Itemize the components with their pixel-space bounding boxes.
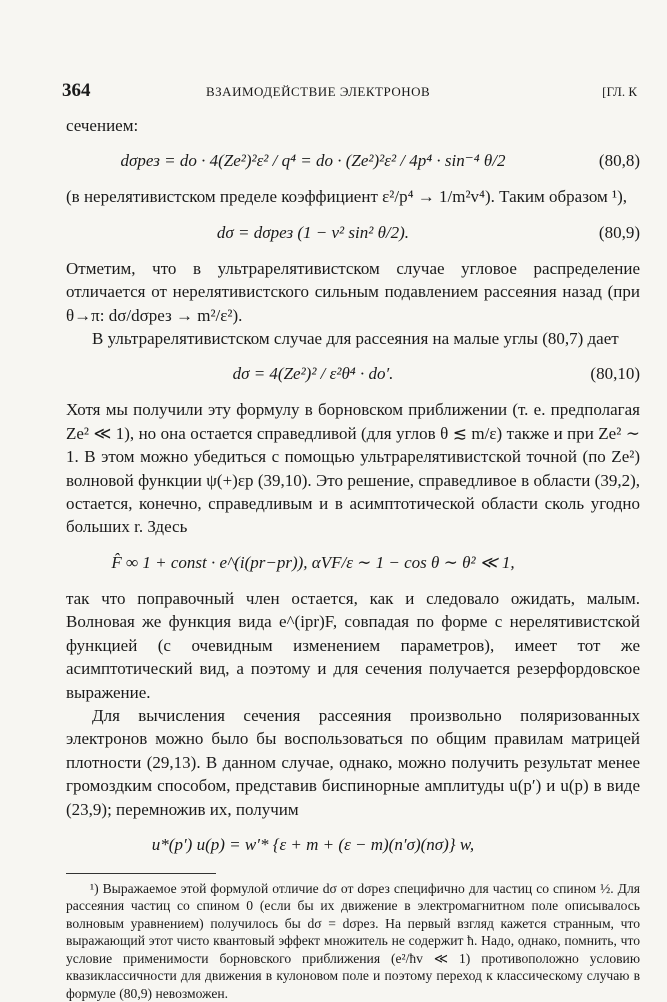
page-number: 364 [62,80,91,101]
equation-number: (80,10) [590,364,640,384]
equation-number: (80,9) [598,222,640,242]
equation-80-9 [66,213,640,253]
page-header [62,80,637,102]
equation-formula: F̂ ∞ 1 + const · e^(i(pr−pr)), αVF/ε ∼ 1 − cos θ ∼ θ² ≪ 1, [111,552,515,572]
equation-80-8 [66,141,640,181]
paragraph: (в нерелятивистском пределе коэффициент ε²/p⁴ → 1/m²v⁴). Таким образом ¹), [66,187,628,207]
footnote-divider [66,873,216,874]
running-title: ВЗАИМОДЕЙСТВИЕ ЭЛЕКТРОНОВ [206,84,431,99]
paragraph: Отметим, что в ультрарелятивистском случае угловое распределение отличается от нерелятивистского сильным подавлением рассеяния назад (при θ→π: dσ/dσрез → m²/ε²). [66,258,640,325]
equation-80-10 [66,354,640,394]
paragraph: Для вычисления сечения рассеяния произвольно поляризованных электронов можно было бы воспользоваться по общим правилам матрицей плотности (29,13). В данном случае, однако, можно получить результат менее громоздким способом, представив биспинорные амплитуды u(p′) и u(p) в виде (23,9); перемножив их, получим [66,705,640,819]
chapter-label: [ГЛ. К [602,84,637,99]
equation-formula: dσрез = do · 4(Ze²)²ε² / q⁴ = do · (Ze²)²ε² / 4p⁴ · sin⁻⁴ θ/2 [120,151,506,171]
paragraph: так что поправочный член остается, как и следовало ожидать, малым. Волновая же функция вида e^(ipr)F, совпадая по форме с нерелятивистской функцией (с очевидным изменением параметров), имеет тот же асимптотический вид, а поэтому и для сечения получается резерфордовское выражение. [66,588,640,702]
main-text [66,114,640,1002]
paragraph: сечением: [66,116,139,135]
equation-u-product [66,825,640,865]
equation-formula: dσ = 4(Ze²)² / ε²θ⁴ · do′. [232,364,394,384]
equation-f-estimate [66,543,640,583]
footnote [66,880,640,1002]
equation-number: (80,8) [598,151,640,171]
paragraph: Хотя мы получили эту формулу в борновском приближении (т. е. предполагая Ze² ≪ 1), но она остается справедливой (для углов θ ≲ m/ε) также и при Ze² ∼ 1. В этом можно убедиться с помощью ультрарелятивистской точной (по Ze²) волновой функции ψ(+)εp (39,10). Это решение, справедливое в области (39,2), остается, конечно, справедливым и в асимптотической области сколь угодно больших r. Здесь [66,400,640,537]
equation-formula: u*(p′) u(p) = w′* {ε + m + (ε − m)(n′σ)(nσ)} w, [151,834,475,854]
equation-formula: dσ = dσрез (1 − v² sin² θ/2). [216,222,410,242]
paragraph: В ультрарелятивистском случае для рассеяния на малые углы (80,7) дает [92,329,619,349]
footnote-text: ¹) Выражаемое этой формулой отличие dσ от dσрез специфично для частиц со спином ½. Для рассеяния частиц со спином 0 (если бы их движение в электромагнитном поле описывалось волновым уравнением) получилось бы dσ = dσрез. На первый взгляд кажется странным, что выражающий этот чисто квантовый эффект множитель не содержит ħ. Надо, однако, помнить, что условие применимости борновского приближения (e²/ħv ≪ 1) противоположно условию квазиклассичности для движения в кулоновом поле и поэтому переход к классическому случаю в формуле (80,9) невозможен. [66,880,640,1001]
